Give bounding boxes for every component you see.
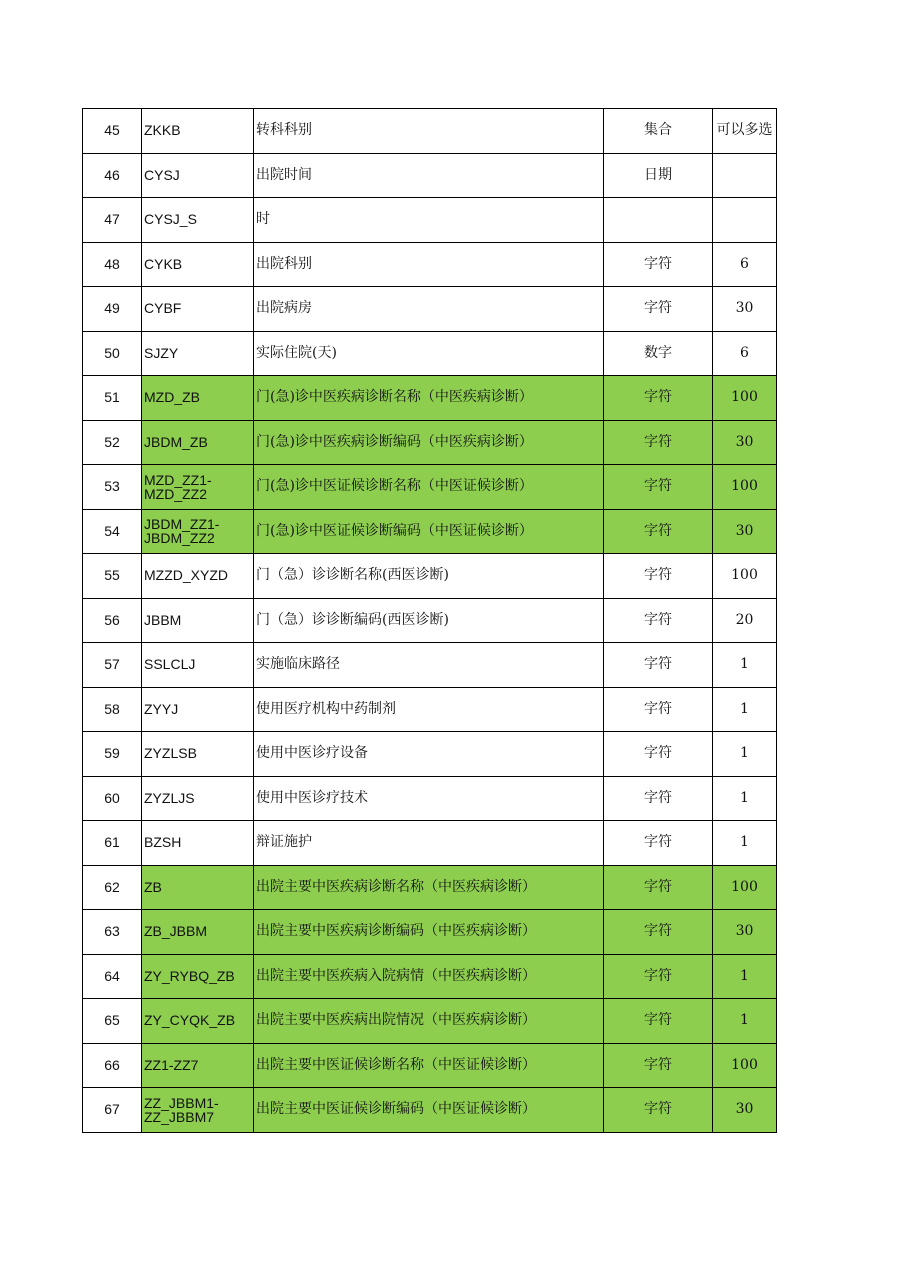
field-name-cell: 出院时间: [254, 153, 604, 198]
length-cell: 30: [713, 420, 777, 465]
row-number-cell: 64: [83, 954, 142, 999]
row-number-cell: 54: [83, 509, 142, 554]
data-type-cell: 字符: [604, 1088, 713, 1133]
field-code-cell: ZKKB: [142, 109, 254, 154]
field-code-cell: CYBF: [142, 287, 254, 332]
field-code-cell: ZB: [142, 865, 254, 910]
row-number-cell: 47: [83, 198, 142, 243]
field-code-cell: ZZ1-ZZ7: [142, 1043, 254, 1088]
data-type-cell: 字符: [604, 420, 713, 465]
length-cell: 100: [713, 1043, 777, 1088]
row-number-cell: 50: [83, 331, 142, 376]
field-name-cell: 出院主要中医证候诊断名称（中医证候诊断）: [254, 1043, 604, 1088]
row-number-cell: 53: [83, 465, 142, 510]
field-name-cell: 出院主要中医疾病出院情况（中医疾病诊断）: [254, 999, 604, 1044]
field-name-cell: 出院科别: [254, 242, 604, 287]
table-row: [83, 687, 777, 732]
field-code-cell: ZYYJ: [142, 687, 254, 732]
row-number-cell: 58: [83, 687, 142, 732]
row-number-cell: 45: [83, 109, 142, 154]
length-cell: 100: [713, 376, 777, 421]
table-row: [83, 109, 777, 154]
field-code-cell: BZSH: [142, 821, 254, 866]
data-type-cell: 集合: [604, 109, 713, 154]
field-name-cell: 使用中医诊疗设备: [254, 732, 604, 777]
data-type-cell: 字符: [604, 732, 713, 777]
field-name-cell: 出院主要中医疾病入院病情（中医疾病诊断）: [254, 954, 604, 999]
field-code-cell: MZD_ZB: [142, 376, 254, 421]
row-number-cell: 48: [83, 242, 142, 287]
length-cell: 100: [713, 554, 777, 599]
table-row: [83, 821, 777, 866]
table-row: [83, 509, 777, 554]
field-code-cell: MZD_ZZ1- MZD_ZZ2: [142, 465, 254, 510]
table-row: [83, 198, 777, 243]
length-cell: 1: [713, 821, 777, 866]
data-type-cell: 字符: [604, 1043, 713, 1088]
data-type-cell: 字符: [604, 465, 713, 510]
data-type-cell: 字符: [604, 999, 713, 1044]
field-name-cell: 门(急)诊中医证候诊断编码（中医证候诊断）: [254, 509, 604, 554]
table-row: [83, 376, 777, 421]
field-name-cell: 门（急）诊诊断名称(西医诊断): [254, 554, 604, 599]
table-row: [83, 954, 777, 999]
field-code-cell: JBBM: [142, 598, 254, 643]
length-cell: 20: [713, 598, 777, 643]
field-code-cell: ZYZLJS: [142, 776, 254, 821]
length-cell: 30: [713, 287, 777, 332]
table-body: [83, 109, 777, 1133]
length-cell: 6: [713, 242, 777, 287]
field-code-cell: CYSJ: [142, 153, 254, 198]
field-name-cell: 时: [254, 198, 604, 243]
field-name-cell: 门(急)诊中医疾病诊断名称（中医疾病诊断）: [254, 376, 604, 421]
data-type-cell: [604, 198, 713, 243]
row-number-cell: 56: [83, 598, 142, 643]
data-type-cell: 字符: [604, 865, 713, 910]
data-type-cell: 字符: [604, 776, 713, 821]
table-row: [83, 242, 777, 287]
table-row: [83, 598, 777, 643]
data-type-cell: 字符: [604, 509, 713, 554]
field-code-cell: ZY_CYQK_ZB: [142, 999, 254, 1044]
row-number-cell: 59: [83, 732, 142, 777]
field-code-cell: ZYZLSB: [142, 732, 254, 777]
field-name-cell: 出院主要中医证候诊断编码（中医证候诊断）: [254, 1088, 604, 1133]
field-code-cell: CYSJ_S: [142, 198, 254, 243]
field-code-cell: SJZY: [142, 331, 254, 376]
field-name-cell: 实施临床路径: [254, 643, 604, 688]
table-row: [83, 554, 777, 599]
data-type-cell: 字符: [604, 821, 713, 866]
field-code-cell: ZZ_JBBM1- ZZ_JBBM7: [142, 1088, 254, 1133]
field-code-cell: JBDM_ZZ1- JBDM_ZZ2: [142, 509, 254, 554]
field-name-cell: 门(急)诊中医疾病诊断编码（中医疾病诊断）: [254, 420, 604, 465]
field-code-cell: JBDM_ZB: [142, 420, 254, 465]
table-row: [83, 999, 777, 1044]
length-cell: 1: [713, 954, 777, 999]
data-type-cell: 数字: [604, 331, 713, 376]
length-cell: 100: [713, 465, 777, 510]
field-name-cell: 转科科别: [254, 109, 604, 154]
field-name-cell: 出院主要中医疾病诊断编码（中医疾病诊断）: [254, 910, 604, 955]
table-row: [83, 420, 777, 465]
data-type-cell: 字符: [604, 287, 713, 332]
row-number-cell: 55: [83, 554, 142, 599]
row-number-cell: 52: [83, 420, 142, 465]
data-type-cell: 字符: [604, 910, 713, 955]
row-number-cell: 51: [83, 376, 142, 421]
field-spec-table: [82, 108, 777, 1133]
data-type-cell: 字符: [604, 643, 713, 688]
row-number-cell: 57: [83, 643, 142, 688]
field-name-cell: 辩证施护: [254, 821, 604, 866]
length-cell: 30: [713, 910, 777, 955]
table-row: [83, 465, 777, 510]
table-row: [83, 1088, 777, 1133]
length-cell: 30: [713, 1088, 777, 1133]
table-row: [83, 331, 777, 376]
field-name-cell: 门(急)诊中医证候诊断名称（中医证候诊断）: [254, 465, 604, 510]
row-number-cell: 65: [83, 999, 142, 1044]
row-number-cell: 67: [83, 1088, 142, 1133]
length-cell: 1: [713, 999, 777, 1044]
row-number-cell: 61: [83, 821, 142, 866]
field-name-cell: 出院主要中医疾病诊断名称（中医疾病诊断）: [254, 865, 604, 910]
length-cell: 1: [713, 776, 777, 821]
table-row: [83, 643, 777, 688]
length-cell: 1: [713, 643, 777, 688]
field-name-cell: 出院病房: [254, 287, 604, 332]
field-name-cell: 实际住院(天): [254, 331, 604, 376]
row-number-cell: 62: [83, 865, 142, 910]
table-row: [83, 287, 777, 332]
field-name-cell: 门（急）诊诊断编码(西医诊断): [254, 598, 604, 643]
length-cell: [713, 198, 777, 243]
row-number-cell: 49: [83, 287, 142, 332]
field-code-cell: SSLCLJ: [142, 643, 254, 688]
table-row: [83, 153, 777, 198]
data-type-cell: 字符: [604, 554, 713, 599]
length-cell: 1: [713, 732, 777, 777]
row-number-cell: 60: [83, 776, 142, 821]
data-type-cell: 字符: [604, 954, 713, 999]
length-cell: 6: [713, 331, 777, 376]
table-row: [83, 910, 777, 955]
length-cell: [713, 153, 777, 198]
row-number-cell: 66: [83, 1043, 142, 1088]
data-type-cell: 日期: [604, 153, 713, 198]
data-type-cell: 字符: [604, 242, 713, 287]
table-row: [83, 865, 777, 910]
field-name-cell: 使用中医诊疗技术: [254, 776, 604, 821]
row-number-cell: 46: [83, 153, 142, 198]
field-code-cell: CYKB: [142, 242, 254, 287]
data-type-cell: 字符: [604, 687, 713, 732]
field-code-cell: MZZD_XYZD: [142, 554, 254, 599]
data-type-cell: 字符: [604, 376, 713, 421]
table-row: [83, 732, 777, 777]
length-cell: 30: [713, 509, 777, 554]
length-cell: 可以多选: [713, 109, 777, 154]
field-code-cell: ZY_RYBQ_ZB: [142, 954, 254, 999]
table-row: [83, 1043, 777, 1088]
length-cell: 1: [713, 687, 777, 732]
field-code-cell: ZB_JBBM: [142, 910, 254, 955]
length-cell: 100: [713, 865, 777, 910]
row-number-cell: 63: [83, 910, 142, 955]
table-row: [83, 776, 777, 821]
data-type-cell: 字符: [604, 598, 713, 643]
field-name-cell: 使用医疗机构中药制剂: [254, 687, 604, 732]
